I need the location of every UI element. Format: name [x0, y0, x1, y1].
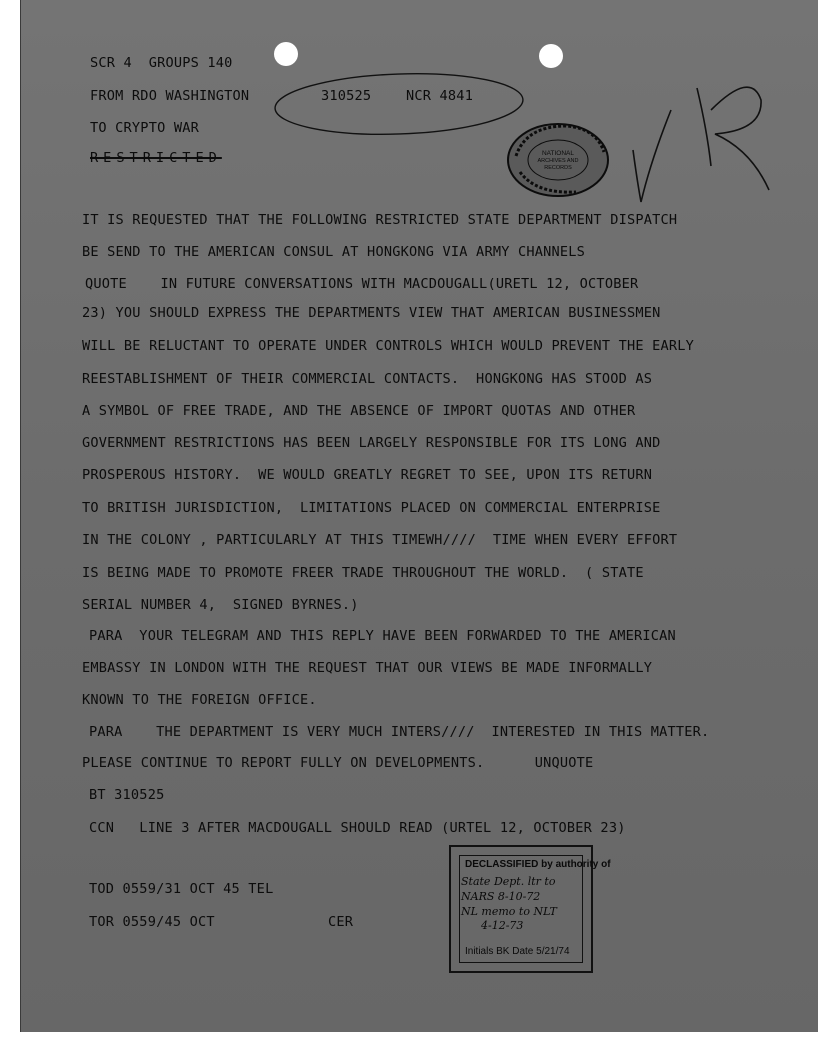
- body-line-13: SERIAL NUMBER 4, SIGNED BYRNES.): [82, 597, 359, 613]
- body-line-6: REESTABLISHMENT OF THEIR COMMERCIAL CONTACTS. HONGKONG HAS STOOD AS: [82, 371, 653, 387]
- header-from: FROM RDO WASHINGTON: [90, 88, 250, 104]
- stamp-hand-1: State Dept. ltr to: [461, 875, 556, 888]
- body-line-19: BT 310525: [89, 787, 165, 803]
- seal-label: NATIONAL: [541, 150, 575, 157]
- body-line-20: CCN LINE 3 AFTER MACDOUGALL SHOULD READ (URTEL 12, OCTOBER 23): [89, 820, 626, 836]
- telegram-page: [20, 0, 818, 1032]
- stamp-hand-3: NL memo to NLT: [461, 905, 557, 918]
- body-line-17: PARA THE DEPARTMENT IS VERY MUCH INTERS//// INTERESTED IN THIS MATTER.: [89, 724, 710, 740]
- handwritten-initials: [611, 70, 791, 220]
- body-line-1: IT IS REQUESTED THAT THE FOLLOWING RESTRICTED STATE DEPARTMENT DISPATCH: [82, 212, 678, 228]
- body-line-7: A SYMBOL OF FREE TRADE, AND THE ABSENCE OF IMPORT QUOTAS AND OTHER: [82, 403, 636, 419]
- body-line-10: TO BRITISH JURISDICTION, LIMITATIONS PLACED ON COMMERCIAL ENTERPRISE: [82, 500, 661, 516]
- svg-text:ARCHIVES AND: ARCHIVES AND: [537, 158, 579, 164]
- svg-text:RECORDS: RECORDS: [544, 165, 572, 171]
- body-line-5: WILL BE RELUCTANT TO OPERATE UNDER CONTROLS WHICH WOULD PREVENT THE EARLY: [82, 338, 695, 354]
- body-line-11: IN THE COLONY , PARTICULARLY AT THIS TIMEWH//// TIME WHEN EVERY EFFORT: [82, 532, 678, 548]
- header-number: 310525: [321, 88, 372, 104]
- pencil-circle: [271, 68, 531, 144]
- footer-tor: TOR 0559/45 OCT: [89, 914, 215, 930]
- header-line-1: SCR 4 GROUPS 140: [90, 55, 233, 71]
- declassified-stamp: [449, 845, 611, 973]
- body-line-16: KNOWN TO THE FOREIGN OFFICE.: [82, 692, 317, 708]
- stamp-initials: Initials BK Date 5/21/74: [465, 946, 570, 957]
- header-ncr: NCR 4841: [406, 88, 474, 104]
- footer-tod: TOD 0559/31 OCT 45 TEL: [89, 881, 274, 897]
- classification: RESTRICTED: [90, 150, 222, 166]
- body-line-4: 23) YOU SHOULD EXPRESS THE DEPARTMENTS VIEW THAT AMERICAN BUSINESSMEN: [82, 305, 661, 321]
- stamp-title: DECLASSIFIED by authority of: [465, 859, 611, 870]
- footer-cer: CER: [328, 914, 354, 930]
- body-line-12: IS BEING MADE TO PROMOTE FREER TRADE THROUGHOUT THE WORLD. ( STATE: [82, 565, 644, 581]
- archives-seal: [506, 122, 610, 198]
- body-line-8: GOVERNMENT RESTRICTIONS HAS BEEN LARGELY RESPONSIBLE FOR ITS LONG AND: [82, 435, 661, 451]
- body-line-18: PLEASE CONTINUE TO REPORT FULLY ON DEVELOPMENTS. UNQUOTE: [82, 755, 594, 771]
- punch-hole-right: [539, 44, 563, 68]
- punch-hole-left: [274, 42, 298, 66]
- body-line-14: PARA YOUR TELEGRAM AND THIS REPLY HAVE BEEN FORWARDED TO THE AMERICAN: [89, 628, 676, 644]
- body-line-15: EMBASSY IN LONDON WITH THE REQUEST THAT OUR VIEWS BE MADE INFORMALLY: [82, 660, 653, 676]
- body-line-2: BE SEND TO THE AMERICAN CONSUL AT HONGKONG VIA ARMY CHANNELS: [82, 244, 586, 260]
- body-line-9: PROSPEROUS HISTORY. WE WOULD GREATLY REGRET TO SEE, UPON ITS RETURN: [82, 467, 653, 483]
- body-line-3: QUOTE IN FUTURE CONVERSATIONS WITH MACDOUGALL(URETL 12, OCTOBER: [85, 276, 639, 292]
- stamp-hand-2: NARS 8-10-72: [461, 890, 541, 903]
- stamp-hand-4: 4-12-73: [481, 919, 524, 932]
- header-to: TO CRYPTO WAR: [90, 120, 199, 136]
